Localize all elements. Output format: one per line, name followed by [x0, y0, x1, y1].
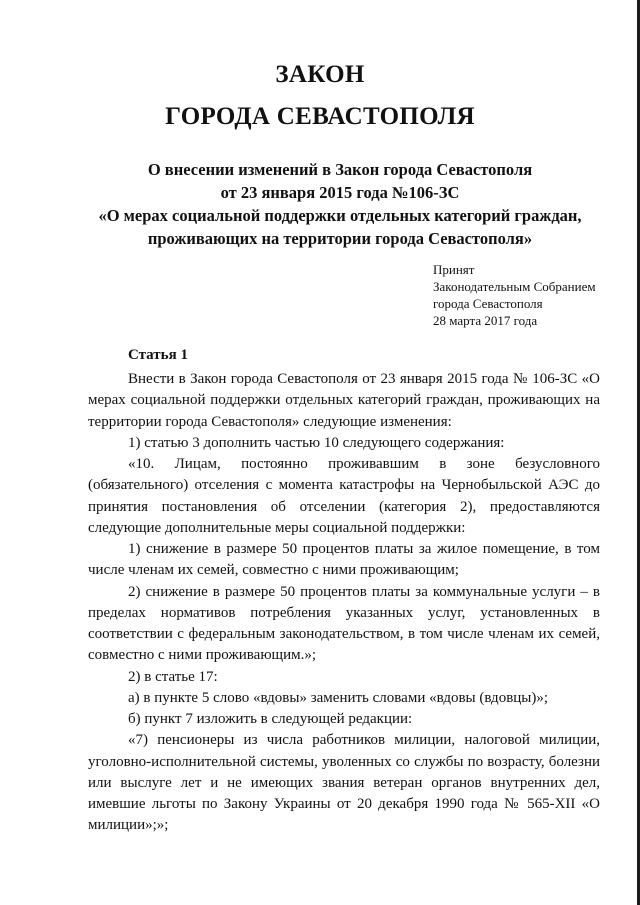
subtitle-line: О внесении изменений в Закон города Севастополя	[147, 160, 533, 179]
adoption-line: Принят	[433, 262, 475, 277]
law-subtitle	[40, 158, 640, 250]
subtitle-line: проживающих на территории города Севастополя»	[147, 229, 533, 248]
paragraph: 2) снижение в размере 50 процентов платы за коммунальные услуги – в пределах нормативов потребления указанных услуг, установленных в соответствии с федеральным законодательством, в том числе членам их семей, совместно с ними проживающим.»;	[88, 583, 600, 664]
paragraph: Внести в Закон города Севастополя от 23 января 2015 года № 106-ЗС «О мерах социальной поддержки отдельных категорий граждан, проживающих на территории города Севастополя» следующие изменения:	[88, 371, 600, 430]
paragraph: 2) в статье 17:	[128, 668, 218, 685]
paragraph: б) пункт 7 изложить в следующей редакции:	[128, 711, 413, 727]
adoption-date: 28 марта 2017 года	[433, 313, 538, 328]
paragraph: «10. Лицам, постоянно проживавшим в зоне безусловного (обязательного) отселения с момента катастрофы на Чернобыльской АЭС до принятия постановления об отселении (категория 2), предоставляются следующие дополнительные меры социальной поддержки:	[88, 456, 600, 536]
paragraph: а) в пункте 5 слово «вдовы» заменить словами «вдовы (вдовцы)»;	[128, 689, 549, 706]
city-title: ГОРОДА СЕВАСТОПОЛЯ	[165, 103, 475, 130]
subtitle-line: от 23 января 2015 года №106-ЗС	[220, 183, 460, 202]
article-body	[88, 369, 600, 837]
paragraph: 1) снижение в размере 50 процентов платы за жилое помещение, в том числе членам их семей, совместно с ними проживающим;	[88, 541, 600, 579]
adoption-block	[433, 261, 596, 329]
adoption-line: Законодательным Собранием	[433, 279, 596, 294]
subtitle-line: «О мерах социальной поддержки отдельных категорий граждан,	[98, 206, 582, 225]
paragraph: 1) статью 3 дополнить частью 10 следующего содержания:	[128, 434, 505, 451]
paragraph: «7) пенсионеры из числа работников милиции, налоговой милиции, уголовно-исполнительной системы, уволенных со службы по возрасту, болезни или выслуге лет и не имеющих звания ветеран органов внутренних дел, имевшие льготы по Закону Украины от 20 декабря 1990 года № 565-XII «О милиции»;»;	[88, 732, 600, 834]
law-title: ЗАКОН	[275, 61, 365, 88]
adoption-line: города Севастополя	[433, 296, 543, 311]
article-heading: Статья 1	[128, 347, 188, 363]
